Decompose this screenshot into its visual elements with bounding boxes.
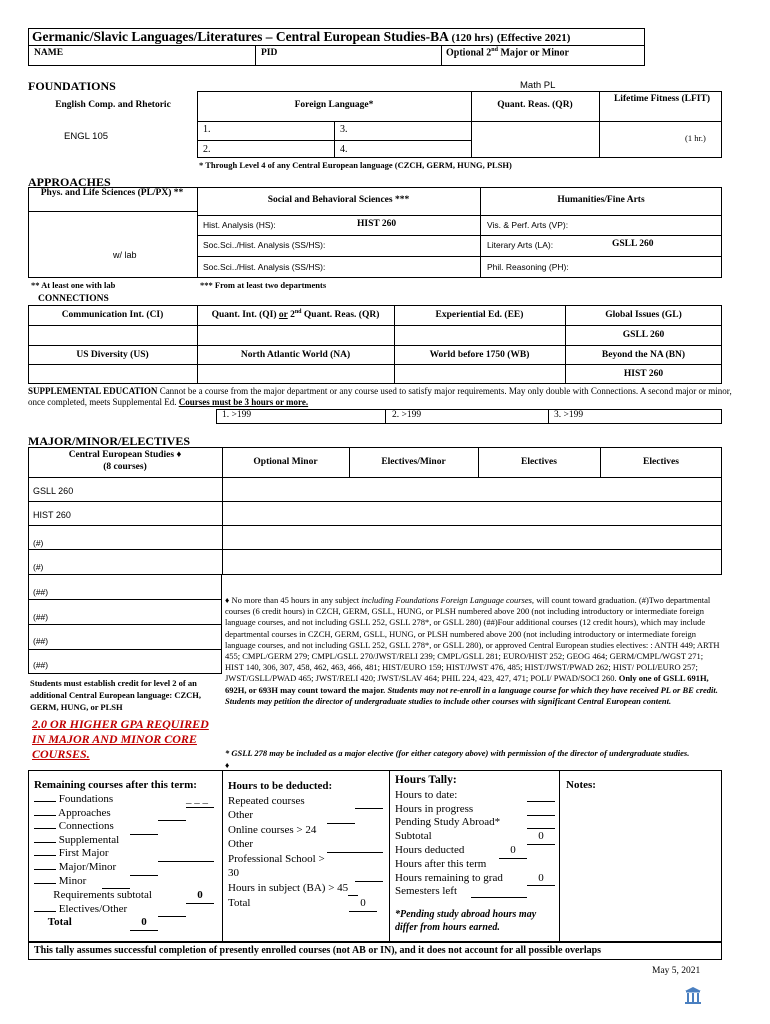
foundations-heading: FOUNDATIONS (28, 79, 116, 93)
remaining-heading: Remaining courses after this term: (34, 779, 197, 791)
lab-note: ** At least one with lab (31, 280, 116, 290)
supplemental-slot-3[interactable]: 3. >199 (554, 410, 584, 420)
supplemental-grid (216, 409, 722, 424)
deducted-block: Hours to be deducted: Repeated courses Other Online courses > 24 Other Professional School > 30 Hours in subject (BA) > 45 Total 0 (228, 779, 383, 912)
fl-slot-3[interactable]: 3. (340, 124, 348, 135)
us-header: US Diversity (US) (76, 350, 149, 360)
major-footnote: ♦ No more than 45 hours in any subject including Foundations Foreign Language courses, will count toward graduation. (#)Two departmental courses (6 credit hours) in CZCH, GERM, GSLL, HUNG, or PLSH numbered above 200 (not including introductory or intermediate foreign language courses, and not including GSLL 252, GSLL 278*, or GSLL 280) (##)Four additional courses (12 credit hours), which may include departmental courses in CZCH, GERM, GSLL, HUNG, or PLSH numbered above 200 (not including introductory or intermediate foreign language courses, and not including GSLL 252, GSLL 278*, or GSLL 280), or approved Central European studies electives: : ANTH 449; ARTH 455; CMPL/GERM 279; CMPL/GSLL 270/JWST/RELI 239; CMPL/GSLL 281; EURO/HIST 252; GEOG 464; GERM/CMPL/WGST 271; HIST 140, 306, 307, 458, 462, 463, 466, 481; HIST/EURO 159; HIST/JWST 476, 485; HIST/JWST/PWAD 262; HIST/ POLI/EURO 257; JWST/GSLL/PWAD 465; JWST/RELI 420; JWST/SLAV 464; PHIL 224, 423, 427, 471; POLI/ PWAD/SOCI 260. Only one of GSLL 691H, 692H, or 693H may count toward the major. Students may not re-enroll in a language course for which they have received PL or BE credit. Students may petition the director of undergraduate studies to include other courses with significant Central European content. (225, 595, 720, 706)
math-pl-label: Math PL (520, 80, 556, 91)
english-comp-header: English Comp. and Rhetoric (55, 100, 171, 110)
gl-header: Global Issues (GL) (605, 310, 682, 320)
remaining-major-minor: Major/Minor (58, 860, 117, 873)
deducted-heading: Hours to be deducted: (228, 780, 333, 792)
major-row-4[interactable]: (#) (33, 562, 44, 572)
major-row-1[interactable]: GSLL 260 (33, 486, 74, 496)
ee-header: Experiential Ed. (EE) (435, 310, 524, 320)
hist-analysis-label[interactable]: Hist. Analysis (HS): (203, 220, 276, 230)
fl-slot-4[interactable]: 4. (340, 144, 348, 155)
hours-tally-heading: Hours Tally: (395, 774, 457, 786)
soc-sci-2-label[interactable]: Soc.Sci../Hist. Analysis (SS/HS): (203, 262, 326, 272)
supplemental-text: SUPPLEMENTAL EDUCATION Cannot be a course from the major department or any course used to satisfy major requirements. May only double with Connections. A second major or minor, once completed, meets Supplemental Ed. Courses must be 3 hours or more. (28, 386, 732, 407)
wb-header: World before 1750 (WB) (429, 350, 530, 360)
university-logo-icon (683, 985, 703, 1005)
major-row-2[interactable]: HIST 260 (33, 510, 71, 520)
soc-sci-1-label[interactable]: Soc.Sci../Hist. Analysis (SS/HS): (203, 240, 326, 250)
approaches-heading: APPROACHES (28, 175, 111, 189)
name-label: NAME (34, 48, 64, 58)
foreign-language-header: Foreign Language* (294, 100, 374, 110)
fl-slot-2[interactable]: 2. (203, 144, 211, 155)
remaining-foundations: Foundations (58, 793, 114, 805)
optional-major-label: Optional 2nd Major or Minor (446, 47, 569, 59)
na-header: North Atlantic World (NA) (240, 350, 351, 360)
study-abroad-note: *Pending study abroad hours may differ from hours earned. (395, 909, 537, 933)
fl-slot-1[interactable]: 1. (203, 124, 211, 135)
supplemental-slot-1[interactable]: 1. >199 (222, 410, 252, 420)
la-label[interactable]: Literary Arts (LA): (487, 240, 554, 250)
requirements-subtotal-label: Requirements subtotal (53, 889, 152, 902)
gpa-note: 2.0 OR HIGHER GPA REQUIRED IN MAJOR AND MINOR CORE COURSES. (32, 717, 209, 761)
major-row-6[interactable]: (##) (33, 612, 49, 622)
optional-minor-header: Optional Minor (253, 457, 318, 467)
remaining-total-label: Total (47, 916, 72, 929)
wlab-label: w/ lab (113, 250, 137, 260)
ces-header: Central European Studies ♦ (8 courses) (68, 450, 182, 472)
requirements-subtotal-value: 0 (186, 889, 214, 904)
lfit-hours: (1 hr.) (685, 133, 706, 143)
deducted-total-value: 0 (349, 896, 377, 912)
vp-label[interactable]: Vis. & Perf. Arts (VP): (487, 220, 569, 230)
supplemental-slot-2[interactable]: 2. >199 (392, 410, 422, 420)
remaining-minor: Minor (58, 874, 87, 887)
connections-heading: CONNECTIONS (38, 294, 109, 304)
foreign-language-footnote: * Through Level 4 of any Central European language (CZCH, GERM, HUNG, PLSH) (199, 160, 512, 170)
humanities-header: Humanities/Fine Arts (557, 195, 645, 205)
ci-header: Communication Int. (CI) (61, 310, 164, 320)
remaining-approaches: Approaches (58, 806, 111, 819)
footer-text: This tally assumes successful completion of presently enrolled courses (not AB or IN), and it does not account for all possible overlaps (34, 945, 602, 956)
footer-date: May 5, 2021 (652, 966, 701, 976)
gsll278-note: * GSLL 278 may be included as a major elective (for either category above) with permission of the director of undergraduate studies. ♦ (225, 748, 690, 770)
lfit-header: Lifetime Fitness (LFIT) (613, 94, 711, 104)
departments-note: *** From at least two departments (200, 280, 327, 290)
level2-note: Students must establish credit for level 2 of an additional Central European language: CZCH, GERM, HUNG, or PLSH (30, 678, 202, 712)
pl-header: Phys. and Life Sciences (PL/PX) ** (40, 188, 184, 198)
quant-reas-header: Quant. Reas. (QR) (497, 100, 573, 110)
major-row-5[interactable]: (##) (33, 587, 49, 597)
bn-value: HIST 260 (623, 369, 664, 379)
remaining-connections: Connections (58, 820, 114, 833)
bn-header: Beyond the NA (BN) (601, 350, 686, 360)
major-row-8[interactable]: (##) (33, 660, 49, 670)
social-header: Social and Behavioral Sciences *** (267, 195, 410, 205)
remaining-list: Foundations _ _ _ Approaches Connections Supplemental First Major Major/Minor Minor Requirements subtotal 0 Electives/Other Total 0 (34, 793, 214, 931)
qi-header: Quant. Int. (QI) or 2nd Quant. Reas. (QR) (211, 309, 380, 321)
gl-value: GSLL 260 (622, 330, 665, 340)
remaining-first-major: First Major (58, 847, 109, 860)
form-title: Germanic/Slavic Languages/Literatures – Central European Studies-BA (120 hrs) (Effective 2021) (32, 29, 571, 44)
major-heading: MAJOR/MINOR/ELECTIVES (28, 434, 191, 448)
english-course: ENGL 105 (64, 131, 109, 142)
ph-label[interactable]: Phil. Reasoning (PH): (487, 262, 569, 272)
electives-header-1: Electives (521, 457, 557, 467)
remaining-supplemental: Supplemental (58, 833, 120, 846)
hist-analysis-value: HIST 260 (357, 219, 397, 229)
notes-label: Notes: (566, 779, 596, 791)
hours-tally-block: Hours Tally: Hours to date: Hours in progress Pending Study Abroad* Subtotal 0 Hours deducted 0 Hours after this term 0 Hours remaining to grad Semesters left (395, 774, 555, 899)
major-row-3[interactable]: (#) (33, 538, 44, 548)
pid-label: PID (261, 48, 278, 58)
electives-minor-header: Electives/Minor (381, 457, 446, 467)
deducted-total-label: Total (228, 897, 251, 909)
remaining-total-value: 0 (130, 916, 158, 931)
electives-header-2: Electives (643, 457, 679, 467)
major-row-7[interactable]: (##) (33, 636, 49, 646)
la-value: GSLL 260 (612, 239, 654, 249)
